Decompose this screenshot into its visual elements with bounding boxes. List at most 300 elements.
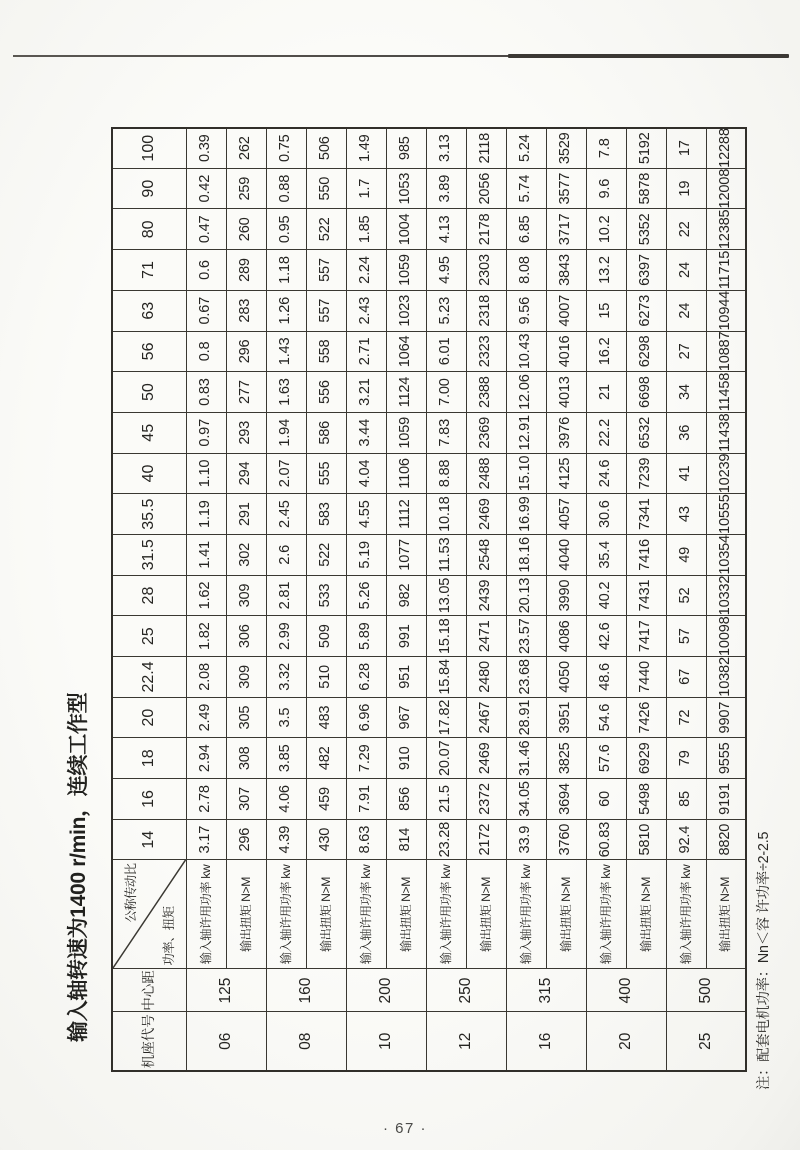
torque-value: 2118 [466,128,506,169]
power-value: 0.97 [186,412,226,453]
power-value: 21 [586,372,626,413]
power-value: 16.99 [506,494,546,535]
machine-code: 06 [186,1012,266,1071]
power-value: 60.83 [586,819,626,860]
ratio-header: 16 [112,779,186,820]
power-value: 17 [666,128,706,169]
power-value: 0.8 [186,331,226,372]
power-value: 57.6 [586,738,626,779]
page-title: 输入轴转速为1400 r/min，连续工作型 [67,692,90,1042]
torque-value: 2469 [466,494,506,535]
torque-value: 12385 [706,209,746,250]
torque-value: 4013 [546,372,586,413]
torque-value: 6397 [626,250,666,291]
torque-value: 9555 [706,738,746,779]
power-value: 28.91 [506,697,546,738]
torque-value: 3990 [546,575,586,616]
torque-value: 1004 [386,209,426,250]
row-label-input-power: 输入轴许用功率 kw [346,860,386,969]
torque-value: 2471 [466,616,506,657]
ratio-header: 25 [112,616,186,657]
torque-value: 9907 [706,697,746,738]
torque-value: 262 [226,128,266,169]
power-value: 6.85 [506,209,546,250]
power-value: 4.95 [426,250,466,291]
power-value: 27 [666,331,706,372]
torque-value: 1106 [386,453,426,494]
torque-value: 6298 [626,331,666,372]
torque-value: 7239 [626,453,666,494]
torque-value: 7431 [626,575,666,616]
torque-value: 277 [226,372,266,413]
power-value: 3.32 [266,657,306,698]
row-label-output-torque: 输出扭矩 N>M [546,860,586,969]
power-value: 2.71 [346,331,386,372]
torque-value: 10332 [706,575,746,616]
row-label-output-torque: 输出扭矩 N>M [306,860,346,969]
row-label-input-power: 输入轴许用功率 kw [586,860,626,969]
power-value: 0.67 [186,290,226,331]
torque-value: 10382 [706,657,746,698]
power-value: 24 [666,290,706,331]
torque-value: 483 [306,697,346,738]
row-label-input-power: 输入轴许用功率 kw [186,860,226,969]
ratio-header: 20 [112,697,186,738]
row-label-output-torque: 输出扭矩 N>M [466,860,506,969]
torque-value: 291 [226,494,266,535]
power-value: 23.28 [426,819,466,860]
power-value: 15.18 [426,616,466,657]
power-value: 11.53 [426,535,466,576]
power-value: 13.2 [586,250,626,291]
power-value: 6.96 [346,697,386,738]
gear-rating-table [111,127,747,1072]
power-value: 3.13 [426,128,466,169]
torque-value: 506 [306,128,346,169]
power-value: 15.10 [506,453,546,494]
center-distance: 400 [586,969,666,1012]
machine-code: 12 [426,1012,506,1071]
power-value: 2.78 [186,779,226,820]
ratio-header: 45 [112,412,186,453]
torque-value: 557 [306,290,346,331]
power-value: 4.06 [266,779,306,820]
power-value: 2.43 [346,290,386,331]
power-value: 6.28 [346,657,386,698]
torque-value: 967 [386,697,426,738]
corner-label-power-torque: 功率、扭矩 [161,906,176,966]
torque-value: 430 [306,819,346,860]
row-label-output-torque: 输出扭矩 N>M [626,860,666,969]
ratio-header: 50 [112,372,186,413]
torque-value: 1112 [386,494,426,535]
power-value: 1.41 [186,535,226,576]
power-value: 0.83 [186,372,226,413]
power-value: 23.57 [506,616,546,657]
header-center-distance: 中心距 [112,969,186,1012]
power-value: 3.85 [266,738,306,779]
power-value: 5.24 [506,128,546,169]
torque-value: 4057 [546,494,586,535]
power-value: 0.39 [186,128,226,169]
torque-value: 7417 [626,616,666,657]
power-value: 2.08 [186,657,226,698]
torque-value: 2548 [466,535,506,576]
torque-value: 10887 [706,331,746,372]
row-label-input-power: 输入轴许用功率 kw [426,860,466,969]
torque-value: 856 [386,779,426,820]
power-value: 0.6 [186,250,226,291]
torque-value: 4016 [546,331,586,372]
power-value: 8.63 [346,819,386,860]
power-value: 18.16 [506,535,546,576]
power-value: 1.7 [346,168,386,209]
torque-value: 3717 [546,209,586,250]
ratio-header: 35.5 [112,494,186,535]
torque-value: 7440 [626,657,666,698]
power-value: 1.19 [186,494,226,535]
torque-value: 1059 [386,250,426,291]
torque-value: 5878 [626,168,666,209]
power-value: 1.62 [186,575,226,616]
torque-value: 2439 [466,575,506,616]
row-label-output-torque: 输出扭矩 N>M [706,860,746,969]
ratio-header: 100 [112,128,186,169]
center-distance: 160 [266,969,346,1012]
torque-value: 550 [306,168,346,209]
power-value: 5.74 [506,168,546,209]
ratio-header: 22.4 [112,657,186,698]
ratio-header: 28 [112,575,186,616]
torque-value: 985 [386,128,426,169]
power-value: 8.88 [426,453,466,494]
power-value: 22 [666,209,706,250]
torque-value: 306 [226,616,266,657]
power-value: 4.39 [266,819,306,860]
torque-value: 289 [226,250,266,291]
torque-value: 7416 [626,535,666,576]
torque-value: 11458 [706,372,746,413]
torque-value: 6273 [626,290,666,331]
torque-value: 5192 [626,128,666,169]
power-value: 12.91 [506,412,546,453]
header-machine-code: 机座代号 [112,1012,186,1071]
power-value: 1.94 [266,412,306,453]
ratio-header: 14 [112,819,186,860]
torque-value: 2172 [466,819,506,860]
power-value: 1.82 [186,616,226,657]
machine-code: 08 [266,1012,346,1071]
power-value: 1.10 [186,453,226,494]
torque-value: 558 [306,331,346,372]
center-distance: 250 [426,969,506,1012]
torque-value: 1124 [386,372,426,413]
machine-code: 10 [346,1012,426,1071]
torque-value: 2369 [466,412,506,453]
torque-value: 2056 [466,168,506,209]
torque-value: 294 [226,453,266,494]
power-value: 35.4 [586,535,626,576]
torque-value: 3694 [546,779,586,820]
torque-value: 586 [306,412,346,453]
page-number: · 67 · [383,1120,428,1137]
power-value: 1.63 [266,372,306,413]
row-label-input-power: 输入轴许用功率 kw [266,860,306,969]
power-value: 41 [666,453,706,494]
power-value: 1.43 [266,331,306,372]
power-value: 42.6 [586,616,626,657]
power-value: 2.99 [266,616,306,657]
torque-value: 5498 [626,779,666,820]
power-value: 12.06 [506,372,546,413]
footnote: 注：配套电机功率：Nn＜容 许功率÷2-2.5 [756,831,772,1090]
power-value: 36 [666,412,706,453]
torque-value: 2318 [466,290,506,331]
torque-value: 1053 [386,168,426,209]
torque-value: 510 [306,657,346,698]
power-value: 9.56 [506,290,546,331]
power-value: 54.6 [586,697,626,738]
corner-label-ratio: 公称传动比 [124,863,138,923]
torque-value: 12008 [706,168,746,209]
power-value: 1.85 [346,209,386,250]
torque-value: 533 [306,575,346,616]
torque-value: 4040 [546,535,586,576]
center-distance: 200 [346,969,426,1012]
power-value: 7.8 [586,128,626,169]
power-value: 5.19 [346,535,386,576]
torque-value: 9191 [706,779,746,820]
ratio-header: 18 [112,738,186,779]
torque-value: 6929 [626,738,666,779]
ratio-header: 80 [112,209,186,250]
power-value: 34 [666,372,706,413]
torque-value: 3951 [546,697,586,738]
power-value: 52 [666,575,706,616]
ratio-header: 63 [112,290,186,331]
power-value: 92.4 [666,819,706,860]
power-value: 49 [666,535,706,576]
torque-value: 2469 [466,738,506,779]
torque-value: 2178 [466,209,506,250]
torque-value: 305 [226,697,266,738]
power-value: 4.55 [346,494,386,535]
torque-value: 4125 [546,453,586,494]
power-value: 2.45 [266,494,306,535]
power-value: 10.18 [426,494,466,535]
torque-value: 10354 [706,535,746,576]
power-value: 7.00 [426,372,466,413]
power-value: 0.88 [266,168,306,209]
center-distance: 315 [506,969,586,1012]
power-value: 2.81 [266,575,306,616]
power-value: 17.82 [426,697,466,738]
power-value: 2.94 [186,738,226,779]
torque-value: 557 [306,250,346,291]
torque-value: 3577 [546,168,586,209]
machine-code: 25 [666,1012,746,1071]
power-value: 57 [666,616,706,657]
torque-value: 556 [306,372,346,413]
ratio-header: 90 [112,168,186,209]
power-value: 23.68 [506,657,546,698]
torque-value: 2303 [466,250,506,291]
torque-value: 1064 [386,331,426,372]
power-value: 10.2 [586,209,626,250]
power-value: 34.05 [506,779,546,820]
torque-value: 2467 [466,697,506,738]
power-value: 19 [666,168,706,209]
torque-value: 6698 [626,372,666,413]
torque-value: 2323 [466,331,506,372]
power-value: 7.29 [346,738,386,779]
torque-value: 5810 [626,819,666,860]
torque-value: 522 [306,209,346,250]
power-value: 24 [666,250,706,291]
power-value: 79 [666,738,706,779]
power-value: 20.07 [426,738,466,779]
torque-value: 509 [306,616,346,657]
torque-value: 3843 [546,250,586,291]
row-label-input-power: 输入轴许用功率 kw [506,860,546,969]
torque-value: 1077 [386,535,426,576]
torque-value: 5352 [626,209,666,250]
torque-value: 555 [306,453,346,494]
row-label-output-torque: 输出扭矩 N>M [386,860,426,969]
torque-value: 259 [226,168,266,209]
torque-value: 8820 [706,819,746,860]
torque-value: 308 [226,738,266,779]
power-value: 2.07 [266,453,306,494]
torque-value: 522 [306,535,346,576]
ratio-header: 71 [112,250,186,291]
power-value: 3.89 [426,168,466,209]
power-value: 0.42 [186,168,226,209]
torque-value: 4007 [546,290,586,331]
torque-value: 3760 [546,819,586,860]
power-value: 2.6 [266,535,306,576]
torque-value: 4050 [546,657,586,698]
power-value: 6.01 [426,331,466,372]
torque-value: 296 [226,819,266,860]
torque-value: 10098 [706,616,746,657]
center-distance: 125 [186,969,266,1012]
header-corner-diagonal [112,860,186,969]
power-value: 9.6 [586,168,626,209]
torque-value: 2488 [466,453,506,494]
torque-value: 283 [226,290,266,331]
power-value: 3.44 [346,412,386,453]
torque-value: 302 [226,535,266,576]
power-value: 33.9 [506,819,546,860]
power-value: 0.47 [186,209,226,250]
power-value: 0.75 [266,128,306,169]
power-value: 7.91 [346,779,386,820]
center-distance: 500 [666,969,746,1012]
power-value: 13.05 [426,575,466,616]
ratio-header: 40 [112,453,186,494]
torque-value: 309 [226,575,266,616]
power-value: 22.2 [586,412,626,453]
ratio-header: 31.5 [112,535,186,576]
power-value: 0.95 [266,209,306,250]
power-value: 1.49 [346,128,386,169]
torque-value: 260 [226,209,266,250]
power-value: 2.24 [346,250,386,291]
torque-value: 10239 [706,453,746,494]
torque-value: 982 [386,575,426,616]
power-value: 24.6 [586,453,626,494]
power-value: 72 [666,697,706,738]
row-label-input-power: 输入轴许用功率 kw [666,860,706,969]
torque-value: 10555 [706,494,746,535]
power-value: 60 [586,779,626,820]
torque-value: 814 [386,819,426,860]
torque-value: 7426 [626,697,666,738]
torque-value: 2372 [466,779,506,820]
torque-value: 11438 [706,412,746,453]
torque-value: 307 [226,779,266,820]
power-value: 43 [666,494,706,535]
torque-value: 583 [306,494,346,535]
power-value: 7.83 [426,412,466,453]
torque-value: 3825 [546,738,586,779]
machine-code: 20 [586,1012,666,1071]
torque-value: 296 [226,331,266,372]
power-value: 2.49 [186,697,226,738]
power-value: 15.84 [426,657,466,698]
torque-value: 910 [386,738,426,779]
torque-value: 12288 [706,128,746,169]
torque-value: 3976 [546,412,586,453]
torque-value: 11715 [706,250,746,291]
power-value: 4.04 [346,453,386,494]
power-value: 3.17 [186,819,226,860]
torque-value: 293 [226,412,266,453]
torque-value: 2480 [466,657,506,698]
power-value: 5.23 [426,290,466,331]
power-value: 67 [666,657,706,698]
power-value: 1.18 [266,250,306,291]
power-value: 5.89 [346,616,386,657]
torque-value: 7341 [626,494,666,535]
torque-value: 10944 [706,290,746,331]
torque-value: 1059 [386,412,426,453]
torque-value: 459 [306,779,346,820]
power-value: 10.43 [506,331,546,372]
power-value: 31.46 [506,738,546,779]
torque-value: 2388 [466,372,506,413]
power-value: 15 [586,290,626,331]
torque-value: 3529 [546,128,586,169]
power-value: 3.5 [266,697,306,738]
torque-value: 309 [226,657,266,698]
power-value: 30.6 [586,494,626,535]
torque-value: 1023 [386,290,426,331]
power-value: 5.26 [346,575,386,616]
torque-value: 482 [306,738,346,779]
machine-code: 16 [506,1012,586,1071]
power-value: 40.2 [586,575,626,616]
torque-value: 4086 [546,616,586,657]
power-value: 4.13 [426,209,466,250]
row-label-output-torque: 输出扭矩 N>M [226,860,266,969]
torque-value: 951 [386,657,426,698]
power-value: 20.13 [506,575,546,616]
power-value: 16.2 [586,331,626,372]
torque-value: 991 [386,616,426,657]
torque-value: 6532 [626,412,666,453]
